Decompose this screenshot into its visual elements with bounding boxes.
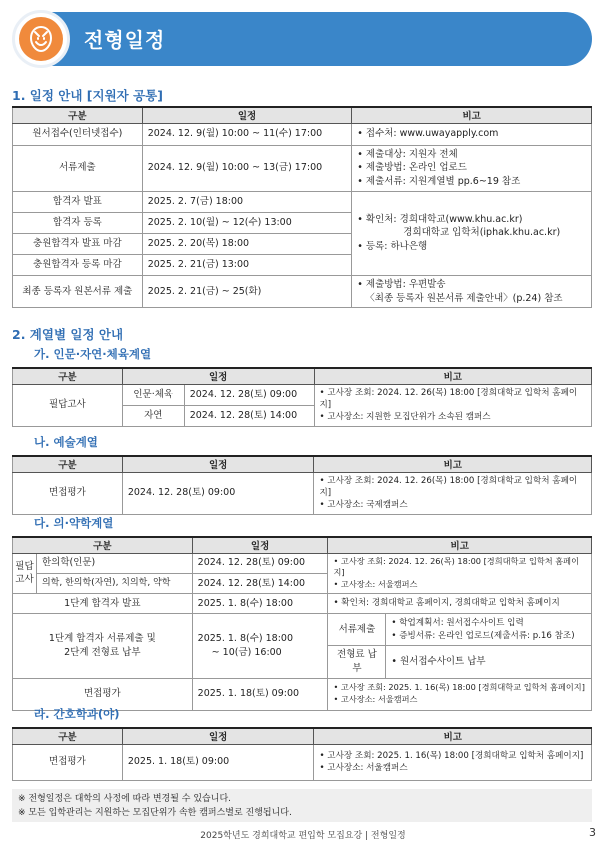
row-date: 2025. 2. 7(금) 18:00 (142, 191, 352, 212)
row-date: 2024. 12. 9(월) 10:00 ~ 13(금) 17:00 (142, 145, 352, 191)
row-label (13, 553, 37, 594)
footnotes-box (12, 789, 592, 822)
university-logo (12, 10, 70, 68)
table-row (13, 594, 592, 614)
row-label: 충원합격자 발표 마감 (13, 233, 143, 254)
arts-schedule-table (12, 455, 592, 515)
row-note (314, 384, 592, 426)
row-date: 2025. 1. 18(토) 09:00 (122, 744, 314, 780)
section2-heading: 2. 계열별 일정 안내 (12, 327, 124, 342)
row-date: 2025. 2. 20(목) 18:00 (142, 233, 352, 254)
row-label: 최종 등록자 원본서류 제출 (13, 275, 143, 308)
common-schedule-table (12, 106, 592, 308)
note-text: • 제출대상: 지원자 전체 (357, 148, 586, 162)
col-header: 비고 (314, 728, 592, 744)
col-header: 일정 (142, 107, 352, 123)
exam-label-line: 필답 (15, 560, 34, 572)
col-header: 일정 (122, 728, 314, 744)
note-text: • 고사장 조회: 2024. 12. 26(목) 18:00 [경희대학교 입학처 홈페이지] (319, 475, 586, 500)
page-number: 3 (589, 826, 596, 839)
row-sublabel: 전형료 납부 (328, 646, 386, 679)
row-label: 면접평가 (13, 744, 123, 780)
row-label: 충원합격자 등록 마감 (13, 254, 143, 275)
row-sublabel: 서류제출 (328, 614, 386, 646)
row-label: 면접평가 (13, 678, 193, 710)
row-note (352, 123, 592, 145)
col-header: 구분 (13, 456, 123, 472)
page-title: 전형일정 (84, 28, 166, 52)
row-label: 1단계 합격자 발표 (13, 594, 193, 614)
note-text: • 제출방법: 우편발송 (357, 278, 586, 292)
row-sublabel: 의학, 한의학(자연), 치의학, 약학 (36, 573, 192, 593)
row-date: 2024. 12. 28(토) 09:00 (122, 472, 314, 514)
table-header-row (13, 107, 592, 123)
note-text: • 원서접수사이트 납부 (391, 656, 485, 667)
note-text: • 고사장 조회: 2024. 12. 26(목) 18:00 [경희대학교 입학처 홈페이지] (333, 556, 586, 580)
label-line: 1단계 합격자 서류제출 및 (48, 633, 156, 645)
row-note (328, 678, 592, 710)
note-text: • 고사장 조회: 2025. 1. 16(목) 18:00 [경희대학교 입학처 홈페이지] (333, 682, 586, 694)
row-date: 2024. 12. 28(토) 14:00 (184, 405, 314, 426)
col-header: 비고 (328, 537, 592, 553)
note-text: • 확인처: 경희대학교 홈페이지, 경희대학교 입학처 홈페이지 (333, 598, 559, 608)
table-row (13, 145, 592, 191)
col-header: 구분 (13, 728, 123, 744)
subsection-heading-ra: 라. 간호학과(야) (34, 707, 120, 721)
row-date: 2024. 12. 28(토) 14:00 (192, 573, 328, 593)
row-label: 합격자 발표 (13, 191, 143, 212)
footnote: ※ 모든 입학관리는 지원하는 모집단위가 속한 캠퍼스별로 진행됩니다. (18, 808, 292, 818)
note-text: • 고사장소: 국제캠퍼스 (319, 499, 586, 511)
table-row (13, 384, 592, 405)
table-header-row (13, 728, 592, 744)
date-line: 2025. 1. 8(수) 18:00 (197, 633, 294, 645)
table-header-row (13, 368, 592, 384)
note-text: • 제출방법: 온라인 업로드 (357, 161, 586, 175)
row-note (314, 744, 592, 780)
table-header-row (13, 456, 592, 472)
col-header: 비고 (314, 368, 592, 384)
note-text: • 증빙서류: 온라인 업로드(제출서류: p.16 참조) (391, 630, 586, 642)
exam-label-line: 고사 (15, 574, 34, 586)
col-header: 일정 (192, 537, 328, 553)
col-header: 비고 (352, 107, 592, 123)
subsection-heading-da: 다. 의·약학계열 (34, 516, 114, 530)
note-text: 〈최종 등록자 원본서류 제출안내〉(p.24) 참조 (365, 292, 563, 304)
table-row (13, 553, 592, 573)
date-line: ~ 10(금) 16:00 (211, 646, 282, 658)
col-header: 일정 (122, 368, 314, 384)
row-label (13, 614, 193, 679)
row-date: 2025. 1. 18(토) 09:00 (192, 678, 328, 710)
row-date: 2024. 12. 28(토) 09:00 (192, 553, 328, 573)
row-date: 2024. 12. 9(월) 10:00 ~ 11(수) 17:00 (142, 123, 352, 145)
table-row (13, 275, 592, 308)
col-header: 비고 (314, 456, 592, 472)
row-note (352, 275, 592, 308)
row-note (352, 145, 592, 191)
row-note (328, 553, 592, 594)
row-label: 원서접수(인터넷접수) (13, 123, 143, 145)
row-label: 합격자 등록 (13, 212, 143, 233)
table-row (13, 614, 592, 646)
note-text: • 고사장소: 서울캠퍼스 (319, 762, 586, 774)
nursing-schedule-table (12, 727, 592, 781)
row-label: 필답고사 (13, 384, 123, 426)
note-text: • 접수처: www.uwayapply.com (357, 128, 498, 139)
note-text: • 고사장소: 서울캠퍼스 (333, 579, 586, 591)
table-row (13, 191, 592, 212)
row-date: 2025. 2. 21(금) ~ 25(화) (142, 275, 352, 308)
row-note (314, 472, 592, 514)
note-text: • 고사장소: 서울캠퍼스 (333, 694, 586, 706)
table-row (13, 744, 592, 780)
note-text: • 등록: 하나은행 (357, 240, 586, 254)
section1-heading: 1. 일정 안내 [지원자 공통] (12, 88, 163, 103)
col-header: 구분 (13, 368, 123, 384)
label-line: 2단계 전형료 납부 (64, 646, 141, 658)
row-date: 2025. 1. 8(수) 18:00 (192, 594, 328, 614)
row-date: 2025. 2. 21(금) 13:00 (142, 254, 352, 275)
note-text: • 학업계획서: 원서접수사이트 입력 (391, 617, 586, 629)
lion-emblem-icon (19, 17, 63, 61)
row-label: 서류제출 (13, 145, 143, 191)
footnote: ※ 전형일정은 대학의 사정에 따라 변경될 수 있습니다. (18, 794, 232, 804)
subsection-heading-ga: 가. 인문·자연·체육계열 (34, 347, 152, 361)
note-text: • 고사장소: 지원한 모집단위가 소속된 캠퍼스 (320, 411, 587, 423)
col-header: 일정 (122, 456, 314, 472)
row-note (352, 191, 592, 275)
note-text: • 확인처: 경희대학교(www.khu.ac.kr) (357, 213, 586, 227)
humanities-schedule-table (12, 367, 592, 427)
row-sublabel: 인문·체육 (122, 384, 184, 405)
table-row (13, 123, 592, 145)
table-header-row (13, 537, 592, 553)
row-sublabel: 자연 (122, 405, 184, 426)
page-header-banner (12, 8, 592, 66)
row-label: 면접평가 (13, 472, 123, 514)
col-header: 구분 (13, 107, 143, 123)
row-note (386, 614, 592, 646)
medical-schedule-table (12, 536, 592, 711)
row-note (328, 594, 592, 614)
subsection-heading-na: 나. 예술계열 (34, 435, 98, 449)
row-sublabel: 한의학(인문) (36, 553, 192, 573)
table-row (13, 472, 592, 514)
row-date (192, 614, 328, 679)
note-text: • 제출서류: 지원계열별 pp.6~19 참조 (357, 175, 586, 189)
row-date: 2025. 2. 10(월) ~ 12(수) 13:00 (142, 212, 352, 233)
note-text: • 고사장 조회: 2024. 12. 26(목) 18:00 [경희대학교 입학처 홈페이지] (320, 387, 587, 412)
note-text: • 고사장 조회: 2025. 1. 16(목) 18:00 [경희대학교 입학처 홈페이지] (319, 750, 586, 762)
note-text: 경희대학교 입학처(iphak.khu.ac.kr) (403, 227, 561, 239)
page-footer: 2025학년도 경희대학교 편입학 모집요강 | 전형일정 (200, 831, 406, 841)
row-note (386, 646, 592, 679)
row-date: 2024. 12. 28(토) 09:00 (184, 384, 314, 405)
col-header: 구분 (13, 537, 193, 553)
